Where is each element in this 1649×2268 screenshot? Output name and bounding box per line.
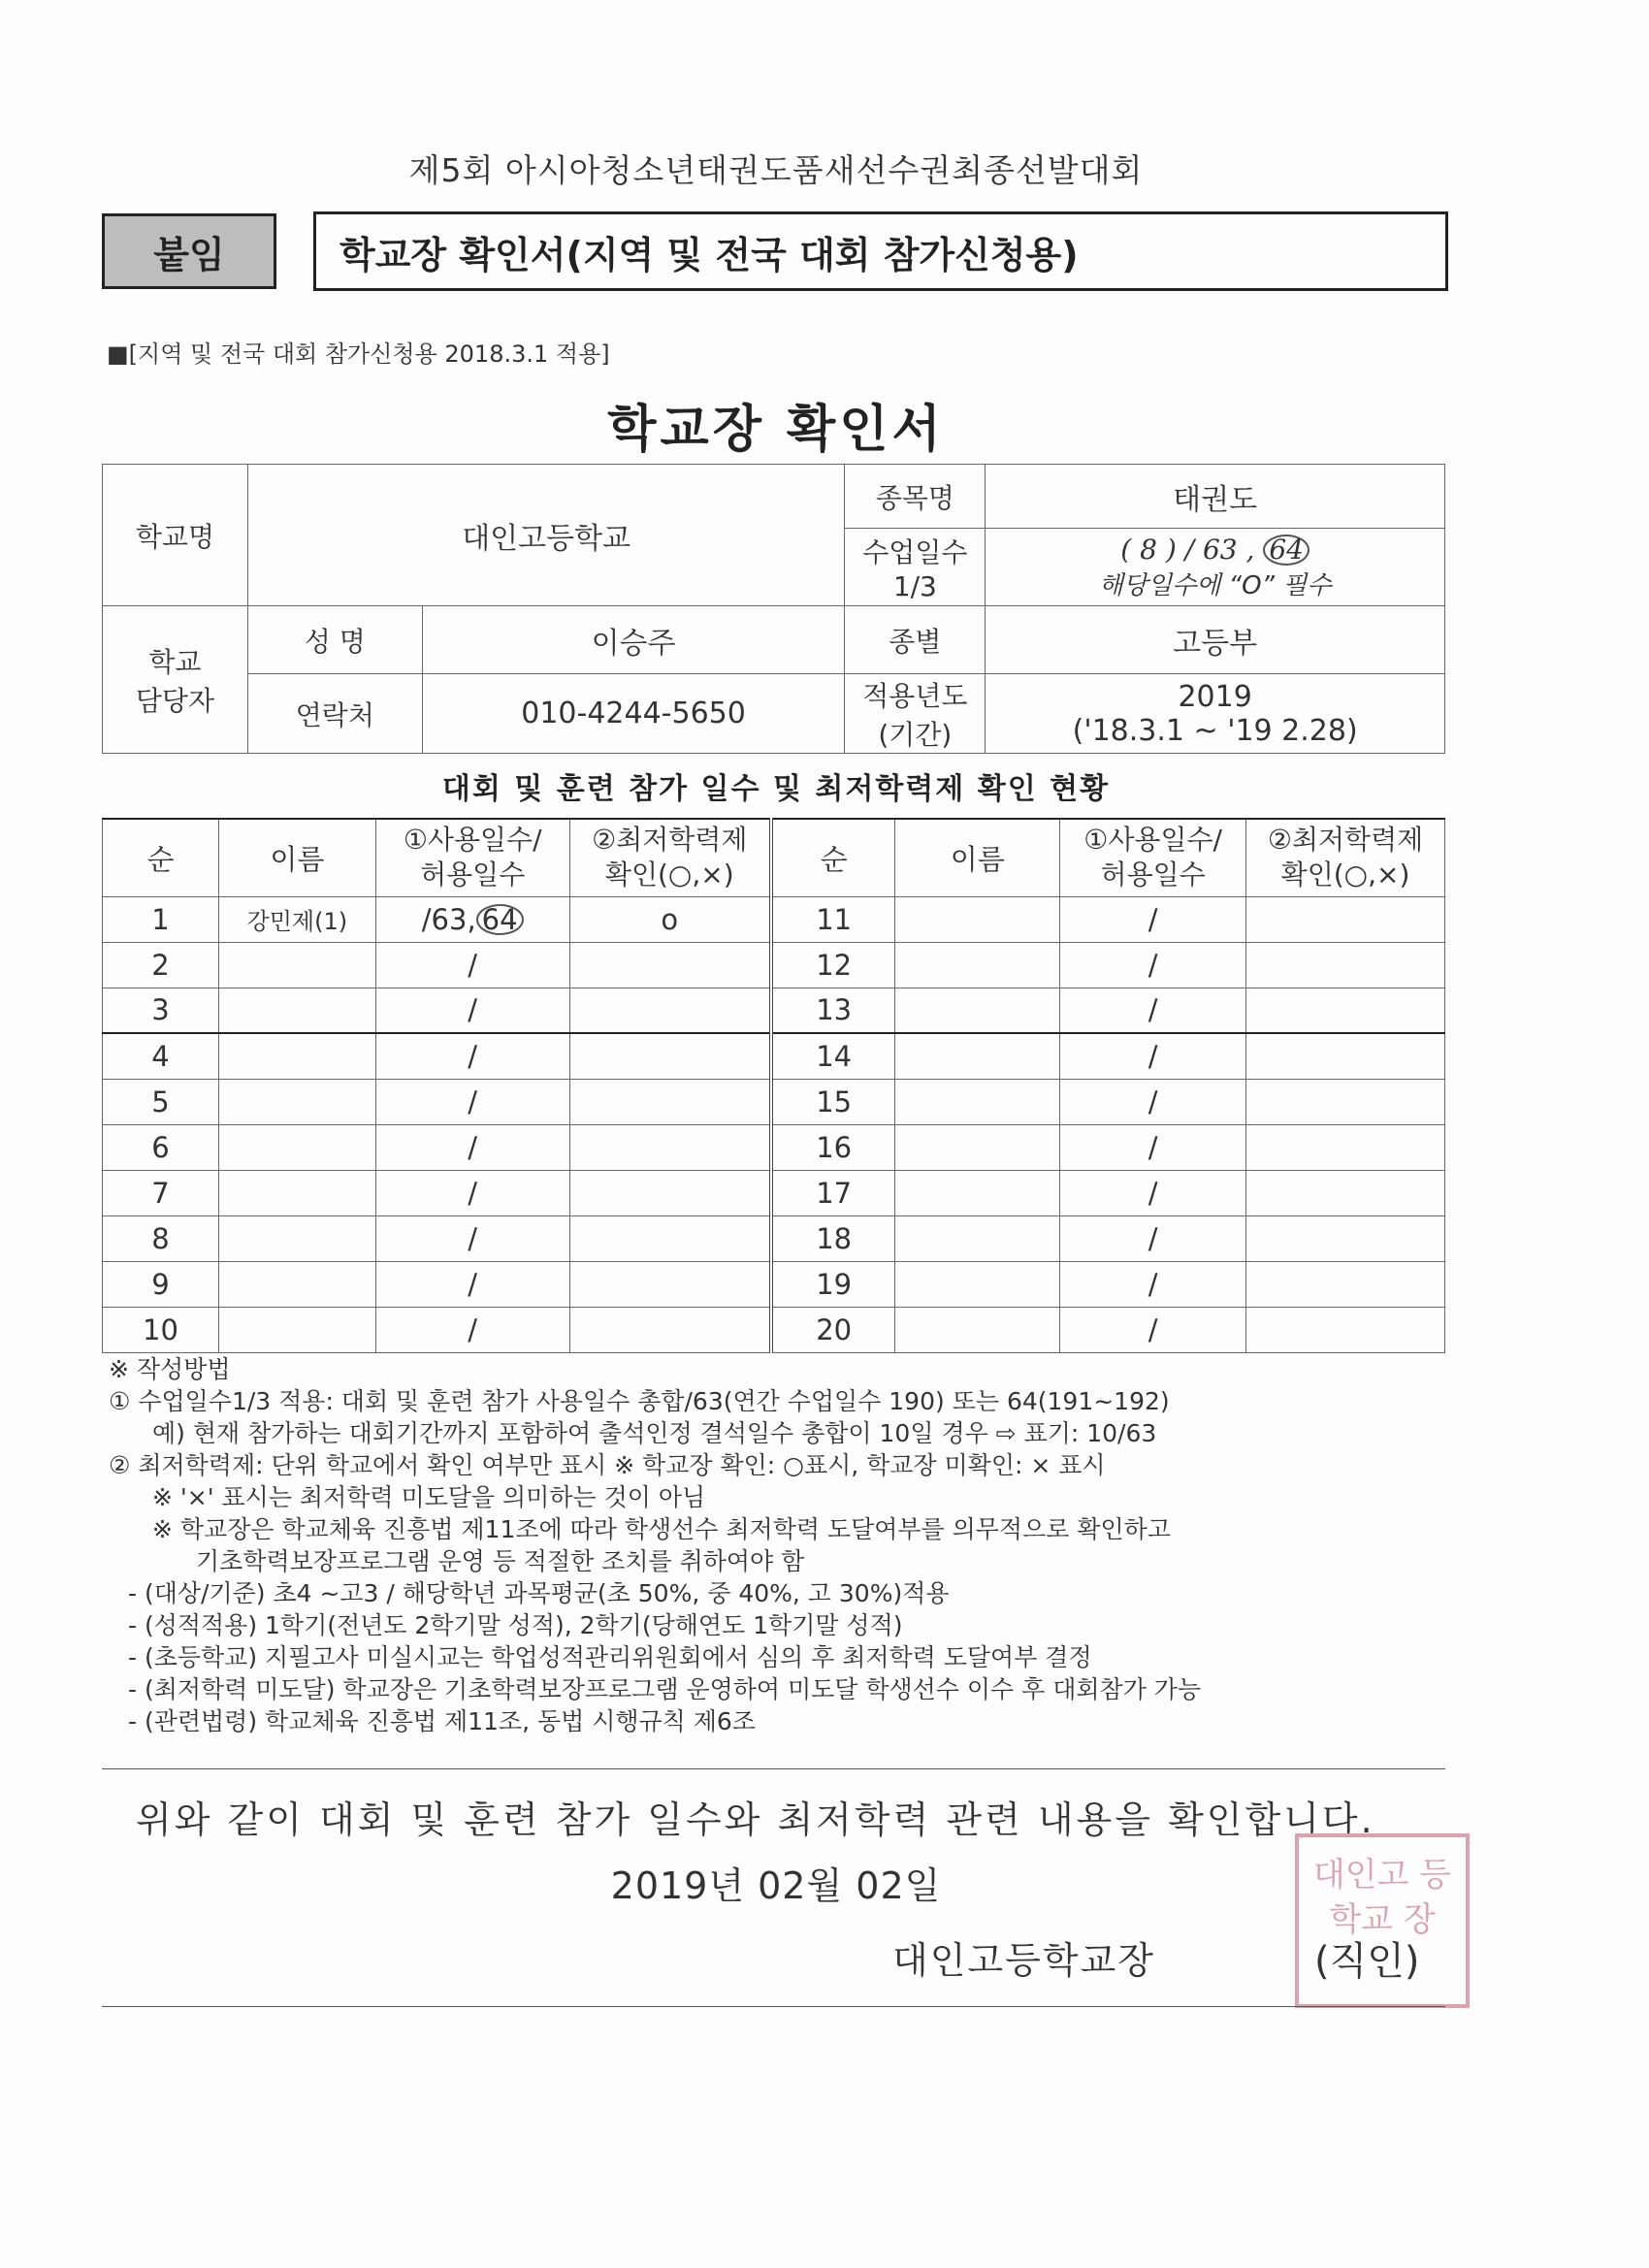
row-name-right [895, 1215, 1060, 1261]
row-days-right: / [1060, 1261, 1246, 1307]
row-check [569, 1261, 771, 1307]
form-note: ■[지역 및 전국 대회 참가신청용 2018.3.1 적용] [107, 340, 610, 368]
row-days-right: / [1060, 1170, 1246, 1215]
col-name-right: 이름 [895, 819, 1060, 896]
row-no: 3 [103, 988, 219, 1033]
row-name [218, 1215, 375, 1261]
row-check [569, 942, 771, 988]
participation-rows [103, 896, 1445, 1352]
row-no-right: 16 [771, 1124, 895, 1170]
row-name [218, 1307, 375, 1352]
row-days-circled: 64 [476, 904, 524, 935]
row-check [569, 988, 771, 1033]
notes-heading: ※ 작성방법 [109, 1355, 231, 1383]
table-row [103, 1261, 1445, 1307]
row-no: 8 [103, 1215, 219, 1261]
row-days [375, 1307, 569, 1352]
row-days [375, 988, 569, 1033]
row-check-right [1246, 1307, 1445, 1352]
col-days-line1: ①사용일수/ [403, 824, 542, 857]
class-days-label-line2: 1/3 [892, 570, 937, 602]
table-row [103, 942, 1445, 988]
table-row [103, 1215, 1445, 1261]
row-no: 10 [103, 1307, 219, 1352]
row-check [569, 1079, 771, 1124]
name-label: 성 명 [247, 606, 422, 674]
col-days-right-line2: 허용일수 [1100, 859, 1206, 891]
row-name-right [895, 1261, 1060, 1307]
class-days-label [845, 529, 986, 606]
document-title: 학교장 확인서 [607, 401, 945, 459]
row-days-right: / [1060, 942, 1246, 988]
row-days-right: / [1060, 1033, 1246, 1079]
seal-text: 대인고 등학교 장 [1312, 1856, 1452, 1939]
manager-label-line2: 담당자 [135, 684, 215, 717]
detail-4: - (최저학력 미도달) 학교장은 기초학력보장프로그램 운영하여 미도달 학생선수 이수 후 대회참가 가능 [128, 1675, 1202, 1703]
year-value [986, 674, 1445, 754]
col-check-right-line1: ②최저학력제 [1267, 824, 1424, 857]
form-header-text: 학교장 확인서(지역 및 전국 대회 참가신청용) [340, 233, 1079, 276]
row-check-right [1246, 942, 1445, 988]
class-days-prefix: ( 8 ) / 63 , [1120, 533, 1255, 566]
contact-label: 연락처 [247, 674, 422, 754]
year-label-line1: 적용년도 [862, 679, 968, 712]
row-name-right [895, 1079, 1060, 1124]
row-check-right [1246, 1033, 1445, 1079]
school-name: 대인고등학교 [247, 465, 845, 606]
year-number: 2019 [1178, 679, 1252, 714]
row-days-right: / [1060, 1079, 1246, 1124]
col-days [375, 819, 569, 896]
year-label [845, 674, 986, 754]
row-name [218, 1170, 375, 1215]
row-name [218, 1033, 375, 1079]
row-days-value: / [468, 1267, 478, 1301]
row-days [375, 1033, 569, 1079]
row-no: 9 [103, 1261, 219, 1307]
note-2a: ※ '×' 표시는 최저학력 미도달을 의미하는 것이 아님 [152, 1483, 706, 1511]
row-check: o [569, 896, 771, 942]
sport-label: 종목명 [845, 465, 986, 529]
row-days [375, 1215, 569, 1261]
row-check-right [1246, 1261, 1445, 1307]
row-days-right: / [1060, 1307, 1246, 1352]
row-no-right: 12 [771, 942, 895, 988]
section-title: 대회 및 훈련 참가 일수 및 최저학력제 확인 현황 [441, 772, 1111, 806]
row-check-right [1246, 1124, 1445, 1170]
row-days-value: /63, [421, 902, 476, 936]
row-check [569, 1307, 771, 1352]
row-no: 5 [103, 1079, 219, 1124]
class-days-note: 해당일수에 “O” 필수 [1098, 570, 1332, 600]
row-days-value: / [468, 1039, 478, 1073]
contact-value: 010-4244-5650 [422, 674, 845, 754]
row-days-value: / [468, 948, 478, 982]
row-check [569, 1170, 771, 1215]
table-row [103, 988, 1445, 1033]
row-name [218, 1124, 375, 1170]
row-name-right [895, 896, 1060, 942]
row-check-right [1246, 988, 1445, 1033]
row-days [375, 1124, 569, 1170]
row-name [218, 1261, 375, 1307]
row-name [218, 988, 375, 1033]
col-no-right: 순 [771, 819, 895, 896]
participation-table [102, 818, 1445, 1353]
row-no: 7 [103, 1170, 219, 1215]
row-days-right: / [1060, 896, 1246, 942]
year-period: ('18.3.1 ~ '19 2.28) [1072, 713, 1358, 748]
detail-5: - (관련법령) 학교체육 진흥법 제11조, 동법 시행규칙 제6조 [128, 1707, 756, 1735]
row-no-right: 17 [771, 1170, 895, 1215]
detail-2: - (성적적용) 1학기(전년도 2학기말 성적), 2학기(당해연도 1학기말 성적) [128, 1611, 903, 1639]
col-days-right [1060, 819, 1246, 896]
manager-label [103, 606, 248, 754]
table-row [103, 1170, 1445, 1215]
row-name-right [895, 1124, 1060, 1170]
row-name-right [895, 1033, 1060, 1079]
table-row [103, 1033, 1445, 1079]
attachment-badge [102, 213, 276, 289]
row-no-right: 18 [771, 1215, 895, 1261]
col-name: 이름 [218, 819, 375, 896]
col-check-line1: ②최저학력제 [592, 824, 748, 857]
row-days [375, 896, 569, 942]
row-no-right: 11 [771, 896, 895, 942]
row-no: 6 [103, 1124, 219, 1170]
col-check [569, 819, 771, 896]
row-check-right [1246, 1170, 1445, 1215]
row-no-right: 15 [771, 1079, 895, 1124]
note-1b: 예) 현재 참가하는 대회기간까지 포함하여 출석인정 결석일수 총합이 10일 경우 ⇨ 표기: 10/63 [152, 1419, 1157, 1447]
seal-label: (직인) [1314, 1939, 1420, 1984]
row-days-right: / [1060, 988, 1246, 1033]
row-name [218, 942, 375, 988]
row-no-right: 19 [771, 1261, 895, 1307]
row-check-right [1246, 1079, 1445, 1124]
col-check-line2: 확인(○,×) [604, 859, 734, 891]
row-days [375, 1079, 569, 1124]
class-days-value [986, 529, 1445, 606]
col-days-right-line1: ①사용일수/ [1083, 824, 1222, 857]
row-days-value: / [468, 1085, 478, 1118]
note-2b: ※ 학교장은 학교체육 진흥법 제11조에 따라 학생선수 최저학력 도달여부를 의무적으로 확인하고 [152, 1515, 1171, 1543]
info-table [102, 464, 1445, 754]
row-no-right: 20 [771, 1307, 895, 1352]
class-days-circled: 64 [1263, 535, 1310, 566]
name-value: 이승주 [422, 606, 845, 674]
principal-name: 대인고등학교장 [892, 1939, 1155, 1982]
col-check-right-line2: 확인(○,×) [1280, 859, 1410, 891]
row-name-right [895, 942, 1060, 988]
divider-bottom [102, 2006, 1445, 2007]
row-name [218, 1079, 375, 1124]
col-days-line2: 허용일수 [420, 859, 526, 891]
row-no: 2 [103, 942, 219, 988]
row-days-right: / [1060, 1124, 1246, 1170]
row-days [375, 1170, 569, 1215]
row-days [375, 942, 569, 988]
row-days-value: / [468, 1130, 478, 1164]
school-label: 학교명 [103, 465, 248, 606]
table-row [103, 1307, 1445, 1352]
note-1: ① 수업일수1/3 적용: 대회 및 훈련 참가 사용일수 총합/63(연간 수업일수 190) 또는 64(191~192) [109, 1387, 1170, 1415]
issue-date: 2019년 02월 02일 [610, 1864, 942, 1907]
col-check-right [1246, 819, 1445, 896]
row-check [569, 1215, 771, 1261]
manager-label-line1: 학교 [148, 645, 202, 678]
confirmation-statement: 위와 같이 대회 및 훈련 참가 일수와 최저학력 관련 내용을 확인합니다. [136, 1798, 1375, 1841]
class-days-label-line1: 수업일수 [862, 536, 968, 568]
row-name-right [895, 1170, 1060, 1215]
badge-label: 붙임 [153, 233, 225, 276]
row-days-value: / [468, 1221, 478, 1255]
table-row [103, 1124, 1445, 1170]
row-no-right: 14 [771, 1033, 895, 1079]
row-no: 1 [103, 896, 219, 942]
row-check [569, 1124, 771, 1170]
division-value: 고등부 [986, 606, 1445, 674]
sport-value: 태권도 [986, 465, 1445, 529]
form-header [313, 211, 1448, 291]
row-days-value: / [468, 1176, 478, 1210]
divider-top [102, 1768, 1445, 1769]
event-title: 제5회 아시아청소년태권도품새선수권최종선발대회 [408, 151, 1144, 189]
row-name-right [895, 988, 1060, 1033]
division-label: 종별 [845, 606, 986, 674]
row-check-right [1246, 1215, 1445, 1261]
detail-3: - (초등학교) 지필고사 미실시교는 학업성적관리위원회에서 심의 후 최저학력 도달여부 결정 [128, 1643, 1092, 1671]
row-days-value: / [468, 1312, 478, 1346]
row-days-right: / [1060, 1215, 1246, 1261]
row-no: 4 [103, 1033, 219, 1079]
instructions [109, 1353, 1467, 1737]
col-no: 순 [103, 819, 219, 896]
row-days-value: / [468, 993, 478, 1027]
note-2: ② 최저학력제: 단위 학교에서 확인 여부만 표시 ※ 학교장 확인: ○표시, 학교장 미확인: × 표시 [109, 1451, 1106, 1479]
row-check [569, 1033, 771, 1079]
detail-1: - (대상/기준) 초4 ~고3 / 해당학년 과목평균(초 50%, 중 40%, 고 30%)적용 [128, 1579, 950, 1607]
row-days [375, 1261, 569, 1307]
table-row [103, 1079, 1445, 1124]
row-check-right [1246, 896, 1445, 942]
row-no-right: 13 [771, 988, 895, 1033]
table-row [103, 896, 1445, 942]
row-name: 강민제(1) [218, 896, 375, 942]
row-name-right [895, 1307, 1060, 1352]
year-label-line2: (기간) [878, 718, 953, 751]
note-2c: 기초학력보장프로그램 운영 등 적절한 조치를 취하여야 함 [196, 1547, 805, 1575]
